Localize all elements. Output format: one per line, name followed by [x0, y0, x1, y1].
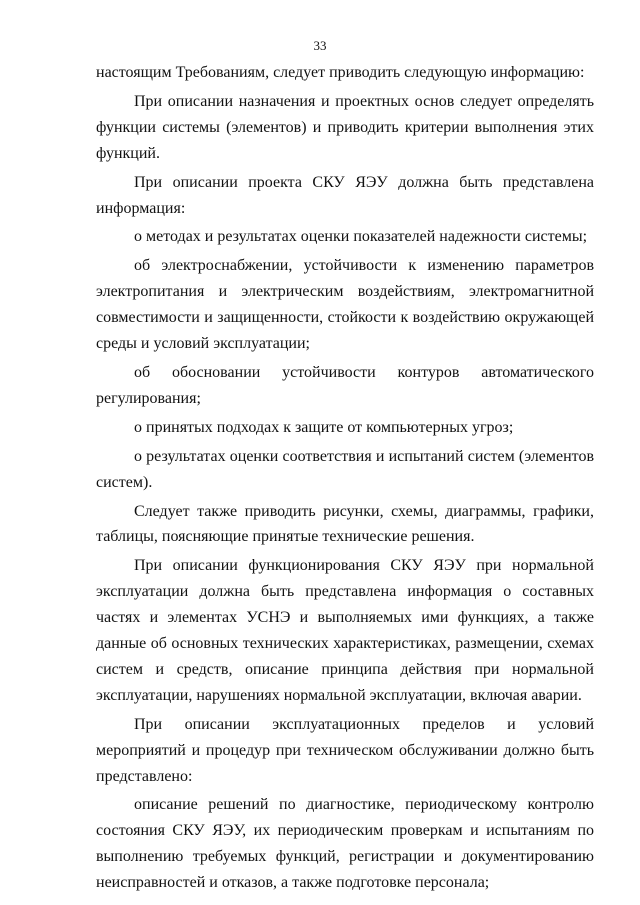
list-item: об обосновании устойчивости контуров автоматического регулирования;: [96, 363, 594, 407]
page-number: 33: [313, 38, 327, 53]
list-item: о принятых подходах к защите от компьютерных угроз;: [134, 418, 514, 436]
list-item: о методах и результатах оценки показателей надежности системы;: [134, 228, 588, 246]
paragraph: При описании функционирования СКУ ЯЭУ при нормальной эксплуатации должна быть представлена информация о составных частях и элементах УСНЭ и выполняемых ими функциях, а также данные об основных технических характеристиках, размещении, схемах систем и средств, описание принципа действия при нормальной эксплуатации, нарушениях нормальной эксплуатации, включая аварии.: [96, 557, 594, 704]
list-item: об электроснабжении, устойчивости к изменению параметров электропитания и электрическим воздействиям, электромагнитной совместимости и защищенности, стойкости к воздействию окружающей среды и условий эксплуатации;: [96, 257, 594, 353]
paragraph: При описании эксплуатационных пределов и условий мероприятий и процедур при техническом обслуживании должно быть представлено:: [96, 715, 594, 785]
list-item: описание решений по диагностике, периодическому контролю состояния СКУ ЯЭУ, их периодическим проверкам и испытаниям по выполнению требуемых функций, регистрации и документированию неисправностей и отказов, а также подготовке персонала;: [96, 796, 594, 892]
paragraph: настоящим Требованиям, следует приводить следующую информацию:: [96, 64, 585, 81]
paragraph: Следует также приводить рисунки, схемы, диаграммы, графики, таблицы, поясняющие принятые технические решения.: [96, 502, 594, 546]
list-item: о результатах оценки соответствия и испытаний систем (элементов систем).: [96, 447, 594, 491]
document-body: [96, 60, 594, 896]
paragraph: При описании назначения и проектных основ следует определять функции системы (элементов) и приводить критерии выполнения этих функций.: [96, 92, 594, 162]
paragraph: При описании проекта СКУ ЯЭУ должна быть представлена информация:: [96, 173, 594, 217]
